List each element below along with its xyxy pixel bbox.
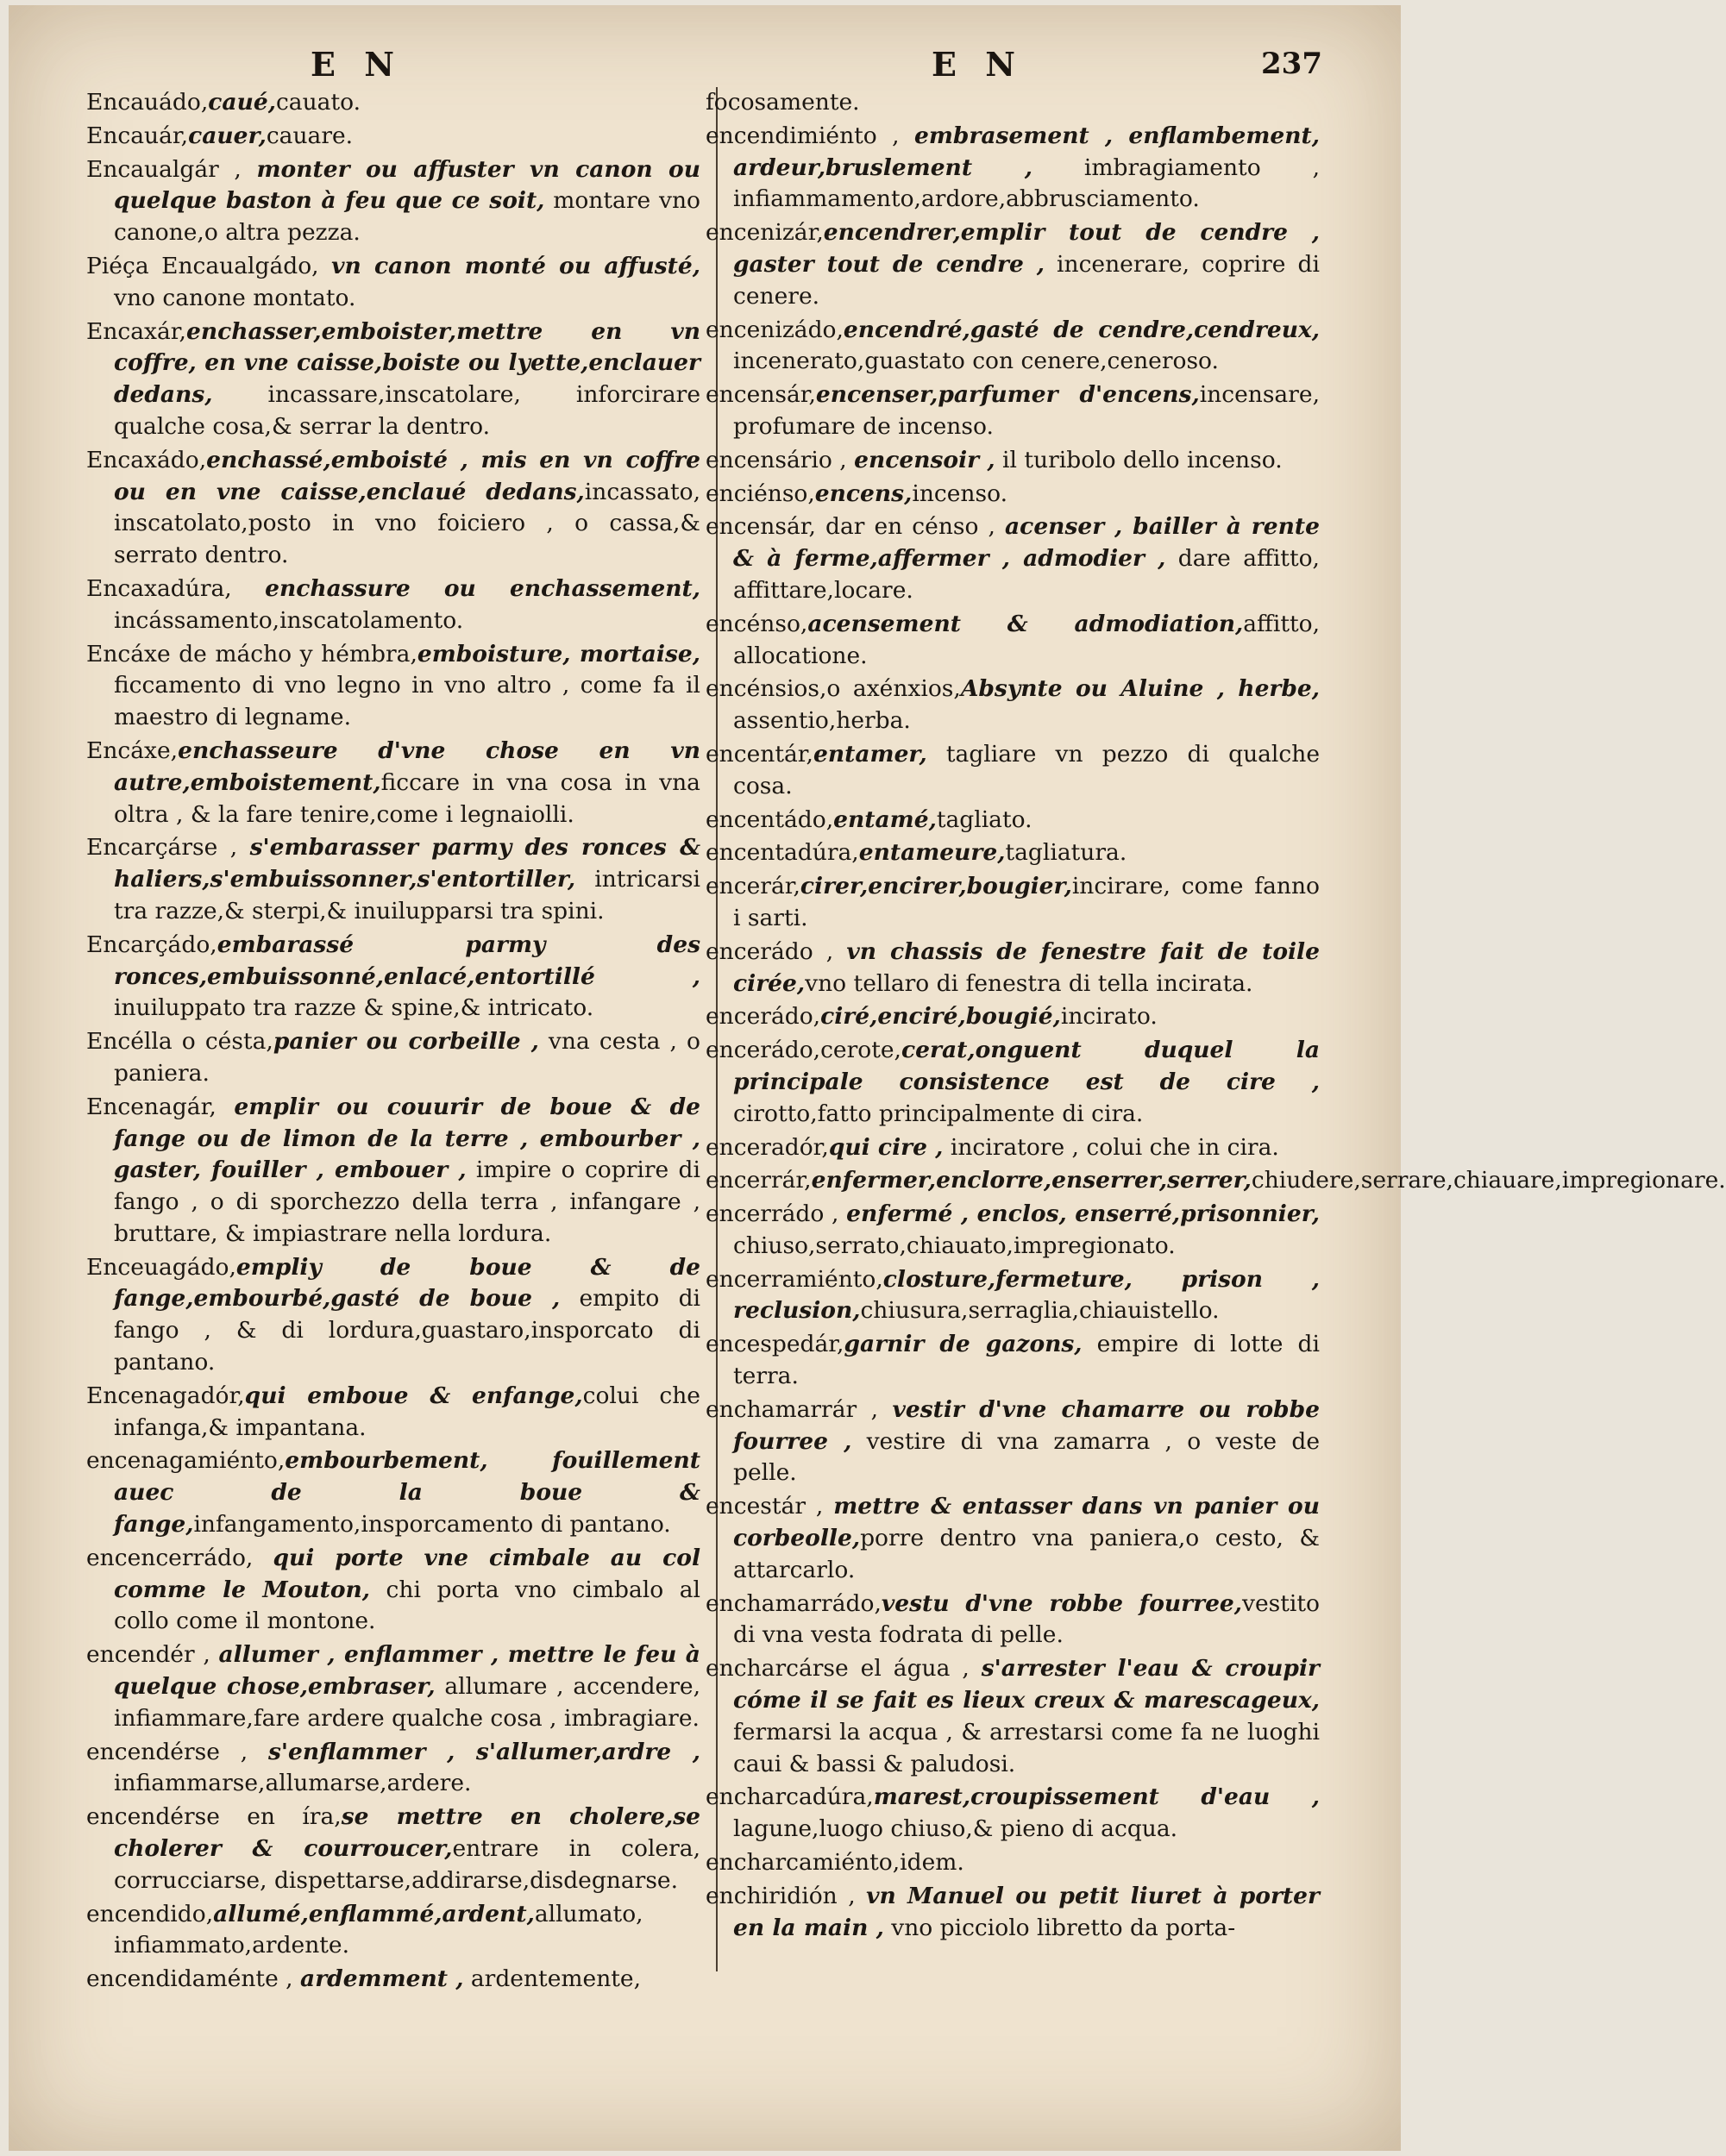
entry-headword: encenizádo, bbox=[706, 316, 844, 343]
entry-french: se mettre en cholere,se cholerer & courroucer, bbox=[114, 1803, 700, 1863]
entry-french: monter ou affuster vn canon ou quelque baston à feu que ce soit, bbox=[114, 155, 700, 215]
entry-italian: vna cesta , o paniera. bbox=[114, 1028, 701, 1087]
entry-italian: dare affitto, affittare,locare. bbox=[733, 545, 1320, 604]
entry-headword: encendérse en íra, bbox=[86, 1803, 342, 1831]
dictionary-entry bbox=[706, 609, 1320, 673]
dictionary-entry bbox=[706, 445, 1320, 477]
dictionary-entry bbox=[86, 639, 700, 734]
entry-french: enchasser,emboister,mettre en vn coffre, en vne caisse,boiste ou lyette,enclauer dedans, bbox=[114, 317, 700, 409]
entry-headword: encensár, bbox=[706, 381, 816, 409]
entry-italian: cauare. bbox=[266, 122, 354, 149]
entry-french: acenser , bailler à rente & à ferme,affermer , admodier , bbox=[733, 513, 1320, 573]
left-running-head: E N bbox=[311, 45, 403, 84]
entry-italian: colui che infanga,& impantana. bbox=[114, 1382, 700, 1441]
dictionary-entry bbox=[706, 1653, 1320, 1780]
dictionary-entry bbox=[706, 1132, 1320, 1164]
entry-italian: incassare,inscatolare, inforcirare qualche cosa,& serrar la dentro. bbox=[114, 381, 700, 440]
entry-italian: focosamente. bbox=[706, 89, 860, 116]
entry-french: embrasement , enflambement, ardeur,bruslement , bbox=[733, 122, 1320, 181]
entry-italian: empito di fango , & di lordura,guastaro,insporcato di pantano. bbox=[114, 1285, 701, 1376]
entry-italian: vestire di vna zamarra , o veste de pelle. bbox=[733, 1427, 1320, 1487]
entry-italian: incassato, inscatolato,posto in vno foiciero , o cassa,& serrato dentro. bbox=[114, 478, 700, 569]
entry-headword: encensário , bbox=[706, 446, 855, 473]
dictionary-entry bbox=[706, 674, 1320, 737]
dictionary-entry bbox=[86, 736, 700, 830]
dictionary-entry bbox=[706, 1035, 1320, 1130]
entry-headword: Enceuagádo, bbox=[86, 1253, 236, 1281]
dictionary-entry bbox=[86, 87, 700, 119]
entry-italian: affitto, allocatione. bbox=[733, 610, 1320, 669]
dictionary-entry bbox=[706, 1881, 1320, 1945]
entry-italian: vno canone montato. bbox=[114, 284, 356, 311]
entry-headword: encerár, bbox=[706, 873, 800, 900]
entry-headword: Encaxádo, bbox=[86, 446, 207, 473]
entry-headword: Encélla o césta, bbox=[86, 1028, 273, 1056]
entry-french: embourbement, fouillement auec de la boue & fange, bbox=[114, 1447, 700, 1539]
dictionary-entry bbox=[86, 930, 700, 1025]
dictionary-entry bbox=[706, 1782, 1320, 1846]
dictionary-entry bbox=[86, 573, 700, 637]
dictionary-entry bbox=[706, 1165, 1726, 1197]
entry-french: embarassé parmy des ronces,embuissonné,enlacé,entortillé , bbox=[114, 931, 700, 990]
dictionary-entry bbox=[86, 1964, 700, 1996]
entry-italian: montare vno canone,o altra pezza. bbox=[114, 187, 700, 247]
dictionary-entry bbox=[86, 445, 700, 572]
entry-headword: Encenagadór, bbox=[86, 1382, 245, 1409]
entry-italian: vestito di vna vesta fodrata di pelle. bbox=[733, 1589, 1320, 1649]
dictionary-entry bbox=[706, 937, 1320, 1000]
dictionary-entry bbox=[86, 317, 700, 443]
entry-italian: entrare in colera, corrucciarse, dispettarse,addirarse,disdegnarse. bbox=[114, 1835, 700, 1894]
entry-italian: empire di lotte di terra. bbox=[733, 1331, 1320, 1390]
dictionary-entry bbox=[86, 1026, 700, 1090]
entry-headword: encensár, dar en cénso , bbox=[706, 513, 1006, 541]
entry-italian: cirotto,fatto principalmente di cira. bbox=[733, 1100, 1144, 1127]
dictionary-entry bbox=[706, 1264, 1320, 1328]
entry-italian: tagliare vn pezzo di qualche cosa. bbox=[733, 740, 1320, 799]
entry-french: allumer , enflammer , mettre le feu à quelque chose,embraser, bbox=[114, 1641, 700, 1701]
entry-italian: ficcamento di vno legno in vno altro , come fa il maestro di legname. bbox=[114, 672, 700, 731]
entry-italian: incenerato,guastato con cenere,ceneroso. bbox=[733, 348, 1219, 375]
entry-french: acensement & admodiation, bbox=[807, 610, 1244, 637]
dictionary-entry bbox=[706, 217, 1320, 312]
entry-headword: enchamarrár , bbox=[706, 1395, 893, 1423]
entry-italian: vno tellaro di fenestra di tella incirata. bbox=[805, 969, 1253, 997]
entry-french: vestir d'vne chamarre ou robbe fourree , bbox=[733, 1395, 1320, 1455]
entry-headword: encerramiénto, bbox=[706, 1265, 883, 1293]
entry-french: vn canon monté ou affusté, bbox=[331, 252, 700, 279]
entry-italian: incensare, profumare de incenso. bbox=[733, 381, 1320, 440]
entry-headword: encerádo, bbox=[706, 1003, 821, 1031]
entry-italian: inciratore , colui che in cira. bbox=[943, 1133, 1279, 1161]
entry-headword: encerrár, bbox=[706, 1167, 812, 1194]
entry-french: qui cire , bbox=[828, 1133, 944, 1161]
entry-french: enfermer,enclorre,enserrer,serrer, bbox=[811, 1167, 1252, 1194]
entry-french: qui emboue & enfange, bbox=[244, 1382, 583, 1409]
entry-french: marest,croupissement d'eau , bbox=[873, 1783, 1320, 1811]
entry-french: ciré,enciré,bougié, bbox=[820, 1003, 1061, 1031]
entry-headword: encharcárse el água , bbox=[706, 1655, 982, 1683]
entry-italian: incenerare, coprire di cenere. bbox=[733, 250, 1320, 310]
dictionary-entry bbox=[86, 1092, 700, 1250]
right-running-head: E N bbox=[932, 45, 1024, 84]
entry-italian: intricarsi tra razze,& sterpi,& inuilupparsi tra spini. bbox=[114, 866, 700, 924]
entry-italian: chiudere,serrare,chiauare,impregionare. bbox=[1251, 1167, 1726, 1194]
entry-french: encendré,gasté de cendre,cendreux, bbox=[843, 316, 1320, 343]
dictionary-entry bbox=[86, 1737, 700, 1801]
dictionary-entry bbox=[706, 479, 1320, 511]
entry-french: qui porte vne cimbale au col comme le Mouton, bbox=[114, 1544, 701, 1603]
dictionary-entry bbox=[706, 511, 1320, 606]
entry-headword: encerrádo , bbox=[706, 1200, 847, 1228]
entry-french: s'arrester l'eau & croupir cóme il se fait es lieux creux & marescageux, bbox=[733, 1655, 1320, 1714]
entry-french: closture,fermeture, prison , reclusion, bbox=[733, 1265, 1320, 1325]
entry-italian: fermarsi la acqua , & arrestarsi come fa ne luoghi caui & bassi & paludosi. bbox=[733, 1718, 1320, 1777]
entry-headword: Encáxe, bbox=[86, 736, 179, 764]
entry-italian: imbragiamento , infiammamento,ardore,abbrusciamento. bbox=[733, 154, 1320, 213]
entry-italian: lagune,luogo chiuso,& pieno di acqua. bbox=[733, 1815, 1178, 1843]
entry-italian: ficcare in vna cosa in vna oltra , & la fare tenire,come i legnaiolli. bbox=[114, 768, 700, 828]
entry-french: cirer,encirer,bougier, bbox=[800, 873, 1072, 900]
entry-headword: encharcamiénto,idem. bbox=[706, 1849, 964, 1877]
entry-italian: infangamento,insporcamento di pantano. bbox=[193, 1511, 671, 1539]
entry-headword: encendér , bbox=[86, 1641, 219, 1669]
dictionary-entry bbox=[706, 315, 1320, 379]
page-number: 237 bbox=[1261, 47, 1322, 81]
entry-french: entamé, bbox=[833, 805, 937, 833]
dictionary-entry bbox=[706, 379, 1320, 443]
dictionary-entry bbox=[86, 1899, 700, 1963]
right-column bbox=[706, 87, 1726, 1946]
entry-headword: enchiridión , bbox=[706, 1882, 867, 1909]
entry-headword: encencerrádo, bbox=[86, 1544, 273, 1571]
entry-french: ardemment , bbox=[300, 1965, 464, 1993]
entry-headword: encentadúra, bbox=[706, 839, 859, 867]
dictionary-entry bbox=[706, 1199, 1320, 1263]
entry-italian: incenso. bbox=[912, 479, 1007, 507]
entry-headword: encentár, bbox=[706, 740, 813, 768]
page-header bbox=[9, 38, 1401, 90]
entry-headword: encestár , bbox=[706, 1493, 834, 1520]
dictionary-entry bbox=[706, 1589, 1320, 1652]
left-column bbox=[86, 87, 700, 1997]
entry-headword: Encaualgár , bbox=[86, 155, 257, 183]
entry-headword: enciénso, bbox=[706, 479, 815, 507]
dictionary-entry bbox=[86, 251, 700, 315]
entry-headword: encenizár, bbox=[706, 219, 824, 247]
entry-french: cerat,onguent duquel la principale consistence est de cire , bbox=[733, 1037, 1320, 1095]
entry-headword: Encaxár, bbox=[86, 317, 186, 345]
entry-headword: Encaxadúra, bbox=[86, 574, 266, 602]
entry-headword: enceradór, bbox=[706, 1133, 829, 1161]
entry-headword: Piéça Encaualgádo, bbox=[86, 252, 332, 279]
dictionary-entry bbox=[86, 1639, 700, 1734]
dictionary-page bbox=[9, 5, 1726, 2151]
entry-headword: encerádo,cerote, bbox=[706, 1037, 901, 1064]
dictionary-entry bbox=[86, 1543, 700, 1638]
dictionary-entry bbox=[706, 1847, 1320, 1879]
dictionary-entry bbox=[706, 739, 1320, 803]
entry-italian: assentio,herba. bbox=[733, 707, 911, 735]
entry-headword: enchamarrádo, bbox=[706, 1589, 882, 1617]
entry-headword: encendidaménte , bbox=[86, 1965, 301, 1993]
entry-french: garnir de gazons, bbox=[844, 1331, 1083, 1358]
entry-italian: chi porta vno cimbalo al collo come il montone. bbox=[114, 1576, 700, 1635]
entry-headword: encénsios,o axénxios, bbox=[706, 675, 961, 703]
entry-headword: encendérse , bbox=[86, 1738, 268, 1765]
entry-italian: porre dentro vna paniera,o cesto, & attarcarlo. bbox=[733, 1525, 1320, 1583]
entry-french: vn chassis de fenestre fait de toile cirée, bbox=[733, 937, 1320, 997]
entry-french: encendrer,emplir tout de cendre , gaster tout de cendre , bbox=[733, 219, 1320, 278]
entry-italian: il turibolo dello incenso. bbox=[995, 446, 1283, 473]
entry-headword: encerádo , bbox=[706, 937, 847, 965]
entry-headword: Encarçárse , bbox=[86, 834, 250, 862]
dictionary-entry bbox=[706, 87, 1320, 119]
entry-headword: Encáxe de mácho y hémbra, bbox=[86, 640, 417, 667]
entry-italian: tagliatura. bbox=[1005, 839, 1127, 867]
dictionary-entry bbox=[86, 1445, 700, 1540]
entry-french: encensoir , bbox=[854, 446, 995, 473]
entry-french: entameure, bbox=[858, 839, 1006, 867]
entry-italian: chiuso,serrato,chiauato,impregionato. bbox=[733, 1232, 1176, 1259]
dictionary-entry bbox=[86, 1252, 700, 1379]
dictionary-entry bbox=[706, 1001, 1320, 1033]
dictionary-entry bbox=[706, 805, 1320, 837]
entry-french: s'enflammer , s'allumer,ardre , bbox=[267, 1738, 701, 1765]
entry-italian: ardentemente, bbox=[463, 1965, 642, 1993]
entry-french: caué, bbox=[208, 89, 276, 116]
entry-french: enchasseure d'vne chose en vn autre,emboistement, bbox=[114, 736, 700, 796]
entry-headword: Encenagár, bbox=[86, 1093, 235, 1120]
entry-italian: allumare , accendere, infiammare,fare ardere qualche cosa , imbragiare. bbox=[114, 1673, 700, 1732]
entry-italian: incirare, come fanno i sarti. bbox=[733, 873, 1320, 931]
dictionary-entry bbox=[706, 1329, 1320, 1393]
entry-headword: encendido, bbox=[86, 1900, 214, 1927]
entry-french: enfermé , enclos, enserré,prisonnier, bbox=[846, 1200, 1320, 1228]
entry-french: panier ou corbeille , bbox=[273, 1028, 539, 1056]
entry-italian: allumato, infiammato,ardente. bbox=[114, 1900, 643, 1959]
dictionary-entry bbox=[86, 121, 700, 153]
entry-french: emplir ou couurir de boue & de fange ou de limon de la terre , embourber , gaster, fouiller , embouer , bbox=[114, 1093, 700, 1184]
dictionary-entry bbox=[706, 871, 1320, 935]
entry-italian: infiammarse,allumarse,ardere. bbox=[114, 1770, 472, 1797]
entry-headword: encentádo, bbox=[706, 805, 834, 833]
entry-french: emboisture, mortaise, bbox=[417, 640, 700, 667]
entry-italian: tagliato. bbox=[936, 805, 1032, 833]
entry-italian: inuiluppato tra razze & spine,& intricato. bbox=[114, 994, 594, 1022]
entry-italian: cauato. bbox=[275, 89, 361, 116]
entry-french: allumé,enflammé,ardent, bbox=[213, 1900, 535, 1927]
entry-french: mettre & entasser dans vn panier ou corbeolle, bbox=[733, 1493, 1320, 1552]
entry-french: s'embarasser parmy des ronces & haliers,s'embuissonner,s'entortiller, bbox=[114, 834, 700, 893]
entry-french: empliy de boue & de fange,embourbé,gasté de boue , bbox=[114, 1253, 700, 1313]
entry-headword: Encarçádo, bbox=[86, 931, 217, 958]
entry-french: cauer, bbox=[188, 122, 267, 149]
dictionary-entry bbox=[86, 832, 700, 927]
entry-headword: encenagamiénto, bbox=[86, 1447, 286, 1475]
entry-french: encens, bbox=[814, 479, 913, 507]
dictionary-entry bbox=[86, 154, 700, 249]
entry-headword: Encauádo, bbox=[86, 89, 209, 116]
entry-italian: impire o coprire di fango , o di sporchezzo della terra , infangare , bruttare, & impiastrare nella lordura. bbox=[114, 1156, 700, 1247]
entry-french: entamer, bbox=[813, 740, 927, 768]
entry-headword: encharcadúra, bbox=[706, 1783, 874, 1811]
entry-italian: incirato. bbox=[1060, 1003, 1158, 1031]
entry-french: vn Manuel ou petit liuret à porter en la main , bbox=[733, 1882, 1320, 1941]
entry-french: encenser,parfumer d'encens, bbox=[815, 381, 1200, 409]
entry-headword: encespedár, bbox=[706, 1331, 844, 1358]
entry-french: vestu d'vne robbe fourree, bbox=[881, 1589, 1243, 1617]
dictionary-entry bbox=[706, 121, 1320, 216]
dictionary-entry bbox=[706, 1395, 1320, 1489]
dictionary-entry bbox=[706, 837, 1320, 869]
entry-french: enchassé,emboisté , mis en vn coffre ou en vne caisse,enclaué dedans, bbox=[114, 446, 700, 505]
entry-headword: Encauár, bbox=[86, 122, 189, 149]
entry-headword: encendimiénto , bbox=[706, 122, 914, 149]
entry-italian: incássamento,inscatolamento. bbox=[114, 606, 464, 634]
dictionary-entry bbox=[706, 1491, 1320, 1586]
entry-italian: chiusura,serraglia,chiauistello. bbox=[860, 1297, 1220, 1325]
entry-italian: vno picciolo libretto da porta- bbox=[883, 1914, 1236, 1941]
entry-french: Absynte ou Aluine , herbe, bbox=[960, 675, 1321, 703]
entry-headword: encénso, bbox=[706, 610, 808, 637]
dictionary-entry bbox=[86, 1802, 700, 1896]
entry-french: enchassure ou enchassement, bbox=[265, 574, 700, 602]
dictionary-entry bbox=[86, 1381, 700, 1445]
